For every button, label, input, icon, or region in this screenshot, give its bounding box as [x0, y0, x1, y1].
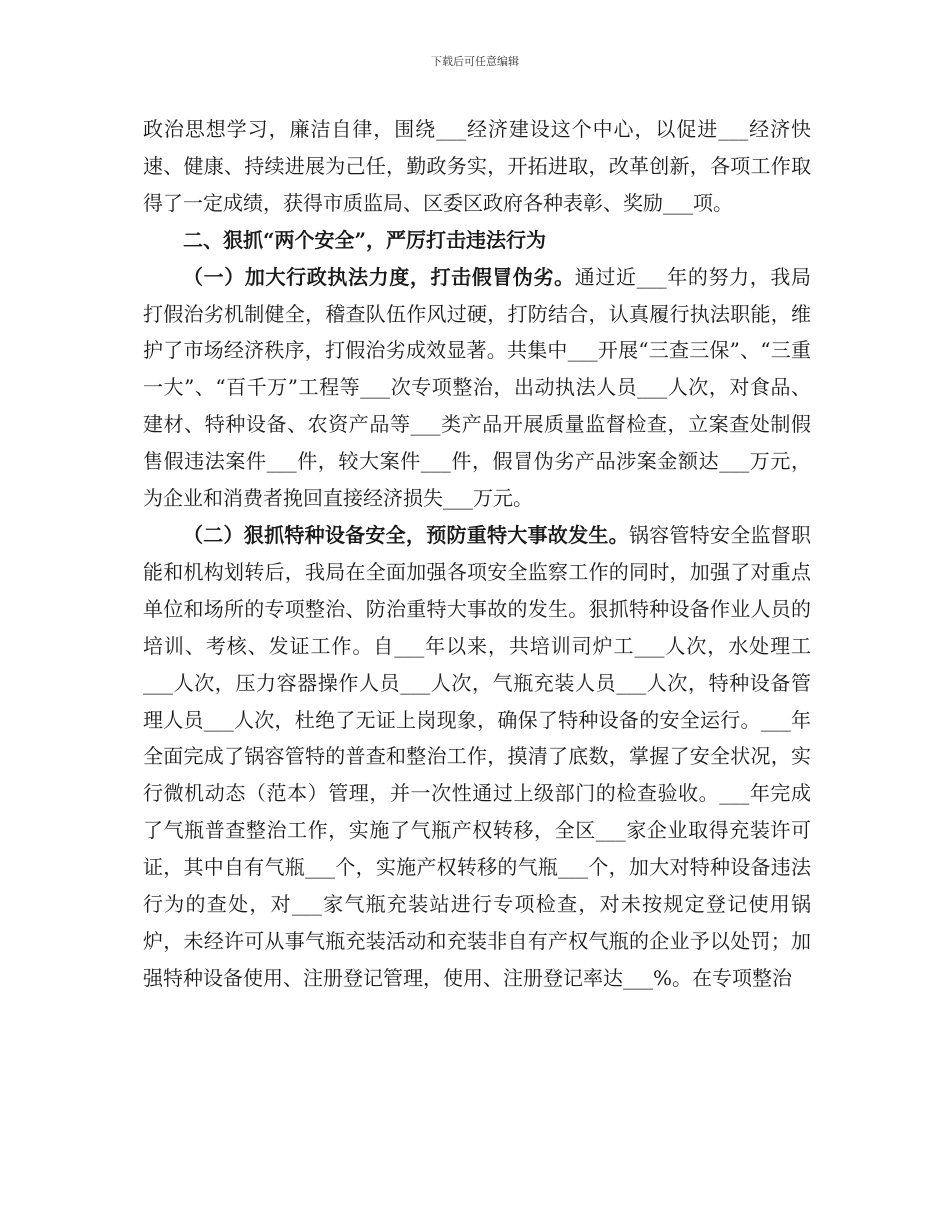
subsection-2 — [143, 517, 811, 997]
subsection-2-body: 锅容管特安全监督职能和机构划转后，我局在全面加强各项安全监察工作的同时，加强了对重点单位和场所的专项整治、防治重特大事故的发生。狠抓特种设备作业人员的培训、考核、发证工作。自___年以来，共培训司炉工___人次，水处理工___人次，压力容器操作人员___人次，气瓶充装人员___人次，特种设备管理人员___人次，杜绝了无证上岗现象，确保了特种设备的安全运行。___年全面完成了锅容管特的普查和整治工作，摸清了底数，掌握了安全状况，实行微机动态（范本）管理，并一次性通过上级部门的检查验收。___年完成了气瓶普查整治工作，实施了气瓶产权转移，全区___家企业取得充装许可证，其中自有气瓶___个，实施产权转移的气瓶___个，加大对特种设备违法行为的查处，对___家气瓶充装站进行专项检查，对未按规定登记使用锅炉，未经许可从事气瓶充装活动和充装非自有产权气瓶的企业予以处罚；加强特种设备使用、注册登记管理，使用、注册登记率达___%。在专项整治 — [143, 522, 812, 990]
subsection-1 — [143, 259, 811, 517]
subsection-1-body: 通过近___年的努力，我局打假治劣机制健全，稽查队伍作风过硬，打防结合，认真履行执法职能，维护了市场经济秩序，打假治劣成效显著。共集中___开展“三查三保”、“三重一大”、“百千万”工程等___次专项整治，出动执法人员___人次，对食品、建材、特种设备、农资产品等___类产品开展质量监督检查，立案查处制假售假违法案件___件，较大案件___件，假冒伪劣产品涉案金额达___万元，为企业和消费者挽回直接经济损失___万元。 — [143, 264, 812, 511]
document-body — [143, 111, 811, 997]
subsection-2-title: （二）狠抓特种设备安全，预防重特大事故发生。 — [183, 522, 629, 547]
page-header: 下载后可任意编辑 — [431, 55, 519, 68]
section-heading: 二、狠抓“两个安全”，严厉打击违法行为 — [183, 227, 547, 252]
paragraph-intro: 政治思想学习，廉洁自律，围绕___经济建设这个中心，以促进___经济快速、健康、持续进展为己任，勤政务实，开拓进取，改革创新，各项工作取得了一定成绩，获得市质监局、区委区政府各种表彰、奖励___项。 — [143, 117, 811, 215]
subsection-1-title: （一）加大行政执法力度，打击假冒伪劣。 — [183, 264, 575, 289]
